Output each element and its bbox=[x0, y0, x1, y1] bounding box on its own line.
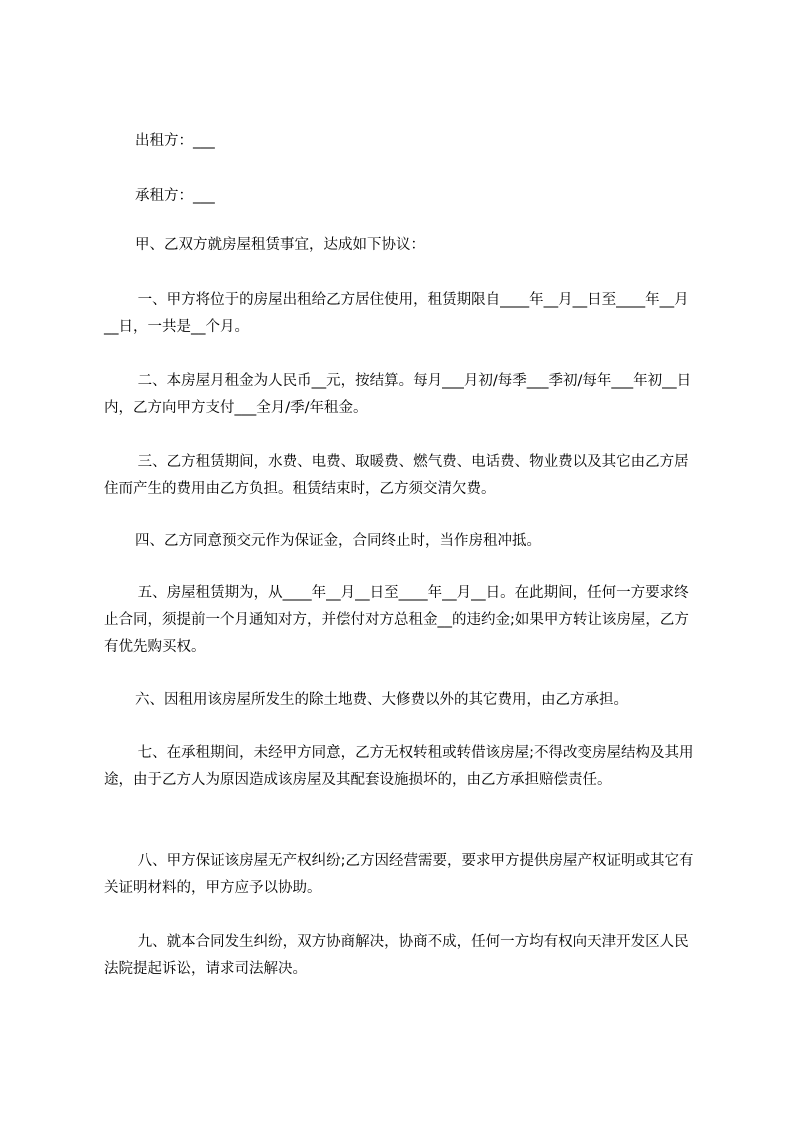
clause-5: 五、房屋租赁期为，从____年__月__日至____年__月__日。在此期间，任何一方要求终止合同，须提前一个月通知对方，并偿付对方总租金__的违约金;如果甲方转让该房屋，乙方有优先购买权。 bbox=[104, 585, 689, 655]
clause-9: 九、就本合同发生纠纷，双方协商解决，协商不成，任何一方均有权向天津开发区人民法院提起诉讼，请求司法解决。 bbox=[104, 934, 689, 977]
clause-1: 一、甲方将位于的房屋出租给乙方居住使用，租赁期限自____年__月__日至____年__月__日，一共是__个月。 bbox=[104, 292, 689, 335]
lessee-line: 承租方：___ bbox=[135, 188, 215, 204]
clause-6: 六、因租用该房屋所发生的除土地费、大修费以外的其它费用，由乙方承担。 bbox=[135, 692, 628, 708]
lessor-line: 出租方：___ bbox=[135, 133, 215, 149]
clause-3: 三、乙方租赁期间，水费、电费、取暖费、燃气费、电话费、物业费以及其它由乙方居住而产生的费用由乙方负担。租赁结束时，乙方须交清欠费。 bbox=[104, 454, 689, 497]
clause-4: 四、乙方同意预交元作为保证金，合同终止时，当作房租冲抵。 bbox=[135, 533, 541, 549]
clause-7: 七、在承租期间，未经甲方同意，乙方无权转租或转借该房屋;不得改变房屋结构及其用途，由于乙方人为原因造成该房屋及其配套设施损坏的，由乙方承担赔偿责任。 bbox=[104, 745, 694, 788]
clause-8: 八、甲方保证该房屋无产权纠纷;乙方因经营需要，要求甲方提供房屋产权证明或其它有关证明材料的，甲方应予以协助。 bbox=[104, 853, 694, 896]
clause-2: 二、本房屋月租金为人民币__元，按结算。每月___月初/每季___季初/每年___年初__日内，乙方向甲方支付___全月/季/年租金。 bbox=[104, 373, 692, 416]
agreement-intro: 甲、乙双方就房屋租赁事宜，达成如下协议： bbox=[135, 237, 425, 253]
